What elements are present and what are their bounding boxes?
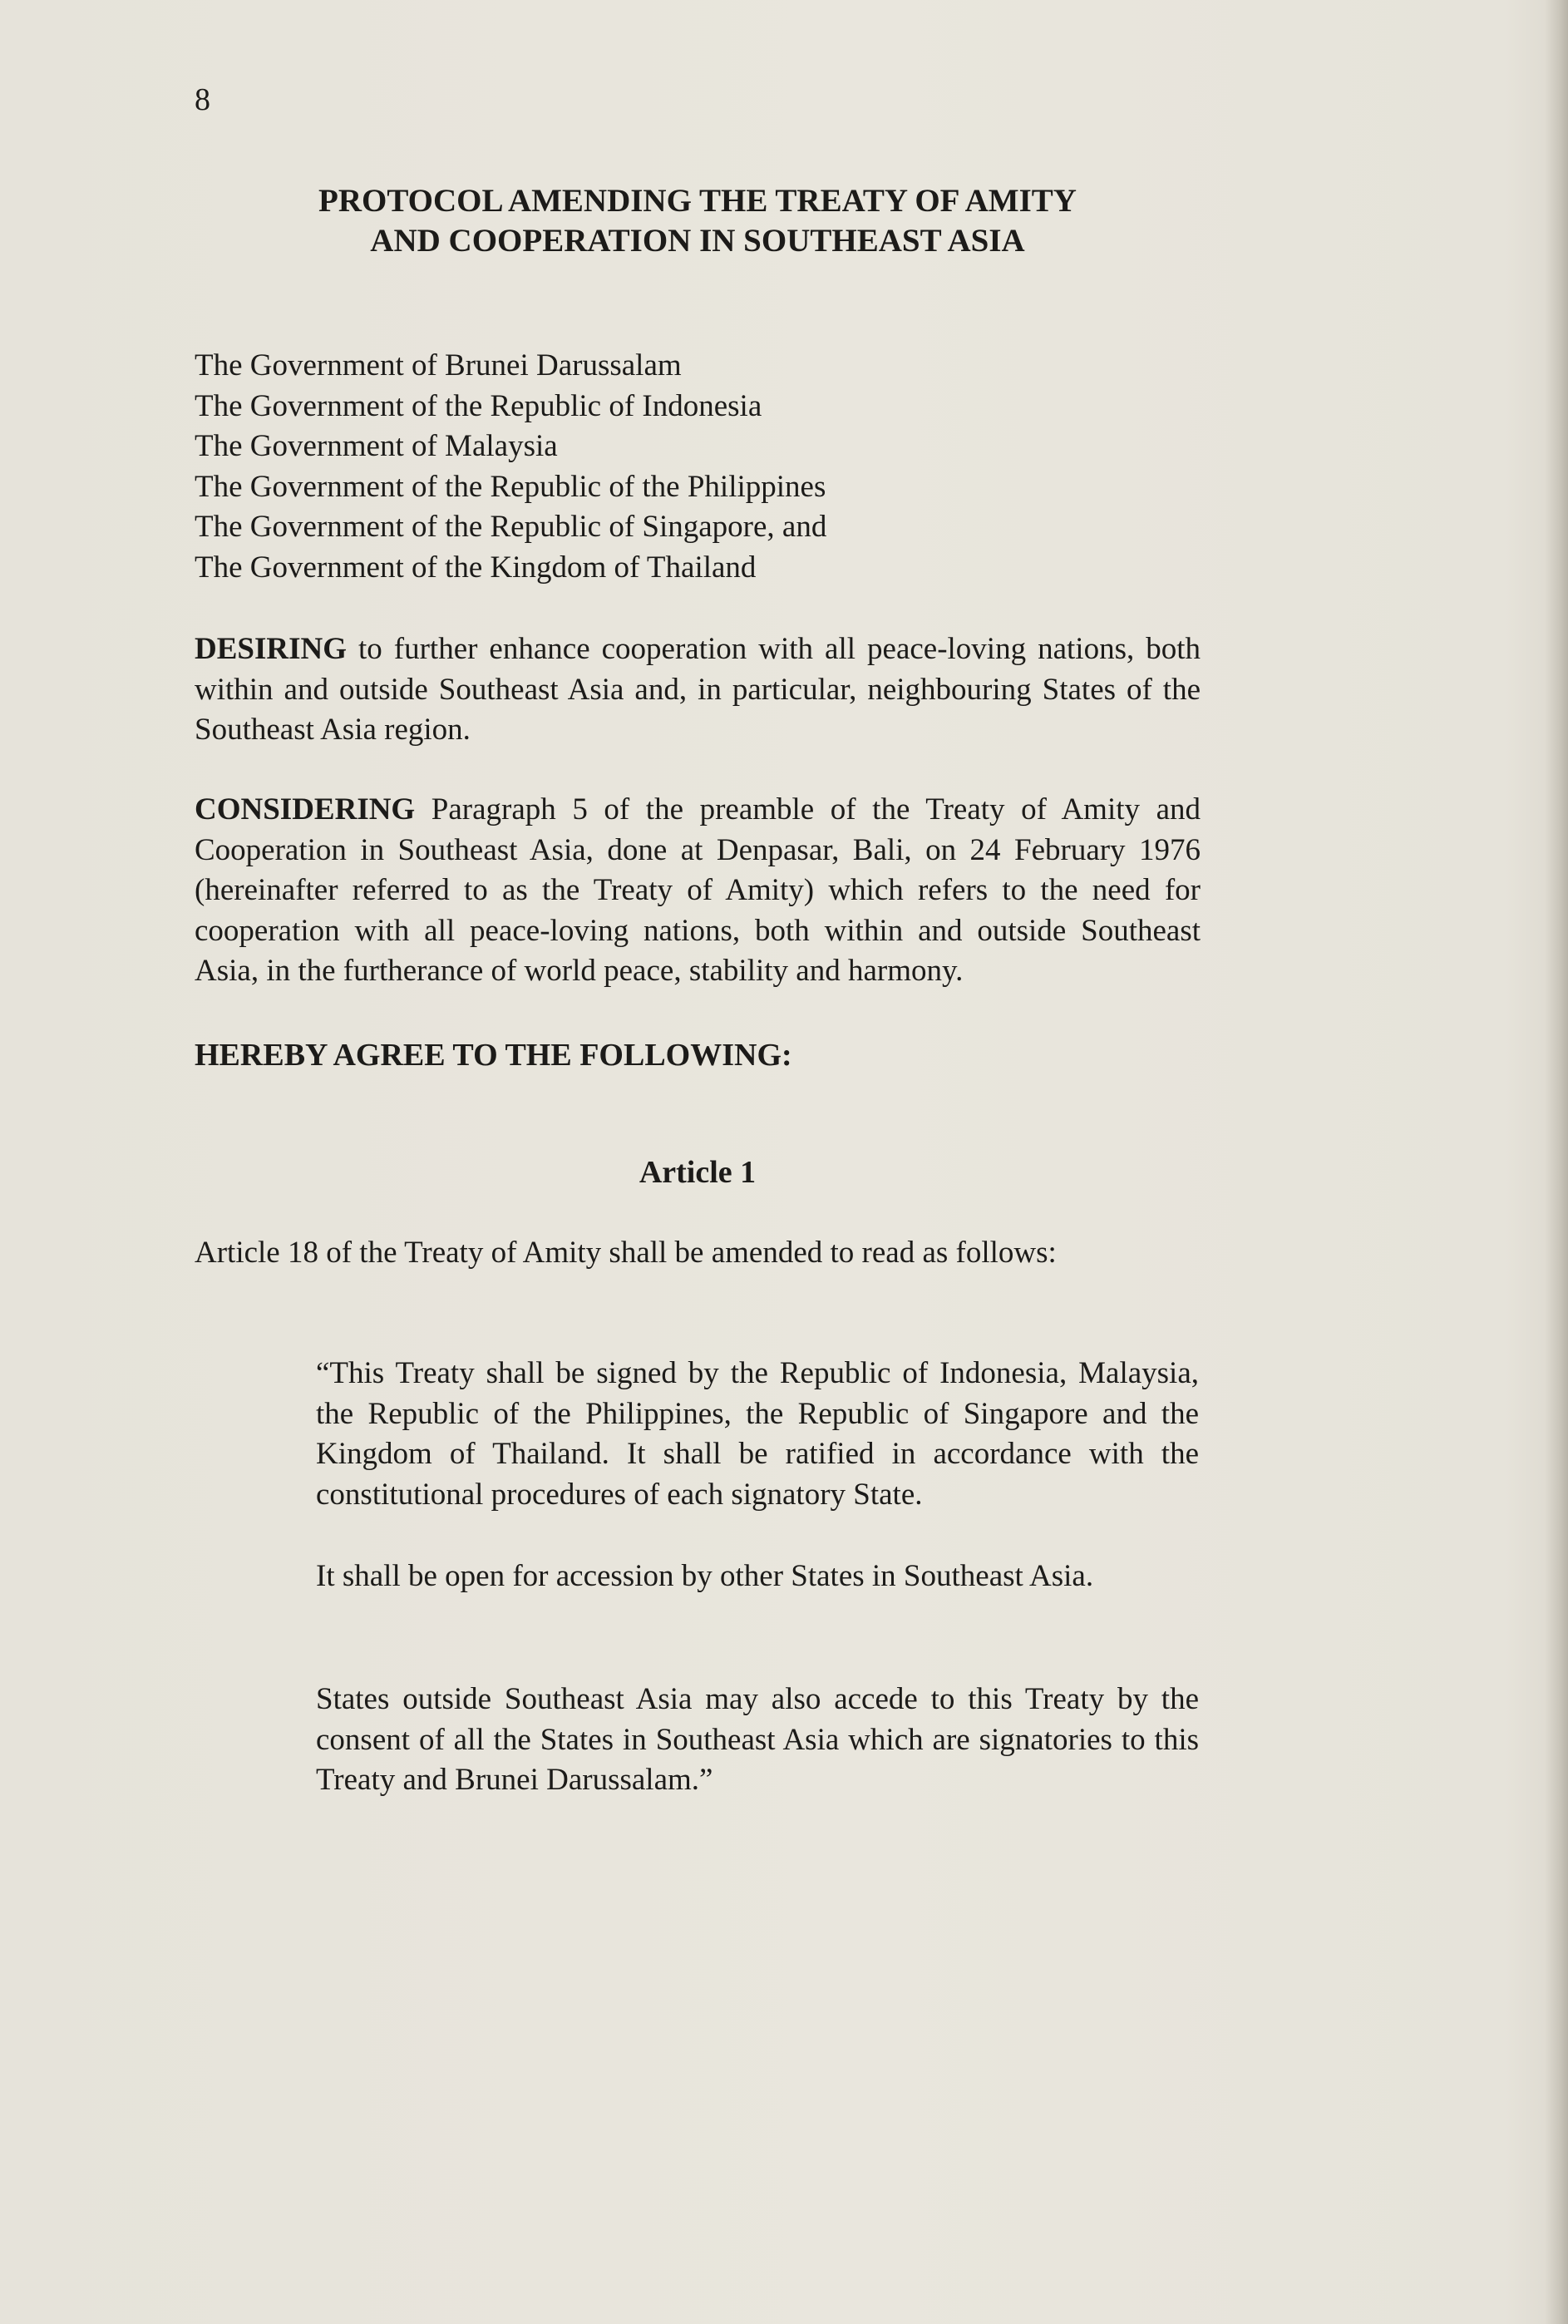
party-item: The Government of the Republic of Indonesia — [195, 388, 762, 423]
parties-list — [195, 346, 1201, 588]
article-heading: Article 1 — [639, 1155, 757, 1190]
article-intro: Article 18 of the Treaty of Amity shall be amended to read as follows: — [195, 1236, 1057, 1270]
desiring-paragraph — [195, 629, 1201, 751]
party-item: The Government of the Kingdom of Thailand — [195, 550, 757, 585]
considering-text: Paragraph 5 of the preamble of the Treaty of Amity and Cooperation in Southeast Asia, done at Denpasar, Bali, on 24 February 1976 (hereinafter referred to as the Treaty of Amity) which refers to the need for cooperation with all peace-loving nations, both within and outside Southeast Asia, in the furtherance of world peace, stability and harmony. — [195, 792, 1201, 988]
desiring-text: to further enhance cooperation with all peace-loving nations, both within and outside Southeast Asia and, in particular, neighbouring States of the Southeast Asia region. — [195, 632, 1201, 747]
document-title — [195, 181, 1201, 261]
desiring-lead: DESIRING — [195, 632, 347, 666]
quote-paragraph: “This Treaty shall be signed by the Republic of Indonesia, Malaysia, the Republic of the Philippines, the Republic of Singapore and the Kingdom of Thailand. It shall be ratified in accordance with the constitutional procedures of each signatory State. — [316, 1356, 1199, 1512]
page-edge-shadow — [1545, 0, 1568, 2324]
title-line-2: AND COOPERATION IN SOUTHEAST ASIA — [370, 223, 1025, 259]
party-item: The Government of the Republic of Singapore, and — [195, 510, 827, 544]
quote-paragraph: It shall be open for accession by other States in Southeast Asia. — [316, 1559, 1094, 1593]
quote-paragraph: States outside Southeast Asia may also accede to this Treaty by the consent of all the States in Southeast Asia which are signatories to this Treaty and Brunei Darussalam.” — [316, 1682, 1199, 1797]
party-item: The Government of Malaysia — [195, 429, 558, 463]
page-number: 8 — [195, 82, 210, 117]
considering-paragraph — [195, 790, 1201, 992]
title-line-1: PROTOCOL AMENDING THE TREATY OF AMITY — [318, 183, 1077, 219]
party-item: The Government of the Republic of the Philippines — [195, 469, 826, 504]
considering-lead: CONSIDERING — [195, 792, 416, 826]
party-item: The Government of Brunei Darussalam — [195, 348, 682, 382]
hereby-heading: HEREBY AGREE TO THE FOLLOWING: — [195, 1038, 792, 1073]
